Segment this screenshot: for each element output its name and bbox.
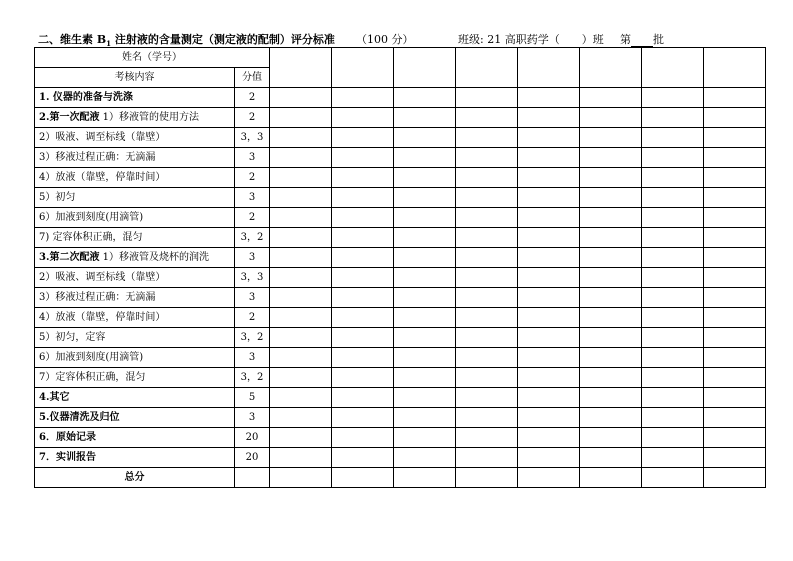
- score-entry-cell[interactable]: [642, 448, 704, 468]
- criteria-score: 3: [235, 248, 270, 268]
- student-name-cell[interactable]: [580, 48, 642, 88]
- score-entry-cell[interactable]: [518, 168, 580, 188]
- score-entry-cell[interactable]: [704, 128, 766, 148]
- score-entry-cell[interactable]: [394, 128, 456, 148]
- criteria-text: 5）初匀，定容: [39, 332, 106, 343]
- criteria-score: 20: [235, 428, 270, 448]
- score-entry-cell[interactable]: [518, 408, 580, 428]
- criteria-item: [35, 328, 235, 348]
- criteria-item: [35, 168, 235, 188]
- score-entry-cell[interactable]: [394, 88, 456, 108]
- total-entry-cell[interactable]: [580, 468, 642, 488]
- score-entry-cell[interactable]: [518, 108, 580, 128]
- score-entry-cell[interactable]: [704, 388, 766, 408]
- score-entry-cell[interactable]: [270, 348, 332, 368]
- score-entry-cell[interactable]: [518, 388, 580, 408]
- score-entry-cell[interactable]: [704, 268, 766, 288]
- criteria-score: 3: [235, 188, 270, 208]
- score-entry-cell[interactable]: [394, 208, 456, 228]
- criteria-item: [35, 368, 235, 388]
- score-entry-cell[interactable]: [704, 288, 766, 308]
- criteria-score: 2: [235, 88, 270, 108]
- score-entry-cell[interactable]: [704, 248, 766, 268]
- class-label: 班级: 21 高职药学（ ）班: [458, 33, 604, 46]
- criteria-row: [35, 368, 766, 388]
- score-entry-cell[interactable]: [456, 408, 518, 428]
- score-entry-cell[interactable]: [270, 148, 332, 168]
- score-entry-cell[interactable]: [518, 208, 580, 228]
- score-entry-cell[interactable]: [456, 288, 518, 308]
- total-points: （100 分）: [356, 33, 414, 46]
- score-entry-cell[interactable]: [704, 368, 766, 388]
- criteria-row: [35, 328, 766, 348]
- criteria-row: [35, 208, 766, 228]
- score-entry-cell[interactable]: [518, 348, 580, 368]
- score-entry-cell[interactable]: [642, 148, 704, 168]
- criteria-item: [35, 148, 235, 168]
- criteria-text: 6）加液到刻度(用滴管): [39, 212, 144, 223]
- score-entry-cell[interactable]: [270, 248, 332, 268]
- criteria-score: 3，3: [235, 268, 270, 288]
- score-entry-cell[interactable]: [518, 268, 580, 288]
- score-entry-cell[interactable]: [394, 348, 456, 368]
- score-entry-cell[interactable]: [332, 268, 394, 288]
- score-entry-cell[interactable]: [518, 428, 580, 448]
- student-name-cell[interactable]: [456, 48, 518, 88]
- score-entry-cell[interactable]: [270, 448, 332, 468]
- score-entry-cell[interactable]: [580, 308, 642, 328]
- score-column-header: 分值: [235, 68, 270, 88]
- score-entry-cell[interactable]: [394, 288, 456, 308]
- score-entry-cell[interactable]: [642, 168, 704, 188]
- criteria-row: [35, 108, 766, 128]
- criteria-item: [35, 88, 235, 108]
- score-entry-cell[interactable]: [642, 428, 704, 448]
- score-entry-cell[interactable]: [518, 368, 580, 388]
- score-entry-cell[interactable]: [704, 328, 766, 348]
- score-entry-cell[interactable]: [580, 448, 642, 468]
- score-entry-cell[interactable]: [394, 168, 456, 188]
- total-entry-cell[interactable]: [518, 468, 580, 488]
- score-entry-cell[interactable]: [270, 288, 332, 308]
- score-entry-cell[interactable]: [456, 188, 518, 208]
- criteria-score: 2: [235, 208, 270, 228]
- score-entry-cell[interactable]: [270, 408, 332, 428]
- score-entry-cell[interactable]: [270, 208, 332, 228]
- criteria-row: [35, 88, 766, 108]
- criteria-score: 3: [235, 148, 270, 168]
- criteria-row: [35, 308, 766, 328]
- criteria-section-label: 1. 仪器的准备与洗涤: [39, 92, 133, 103]
- score-entry-cell[interactable]: [332, 88, 394, 108]
- criteria-score: 3: [235, 348, 270, 368]
- criteria-text: 4）放液（靠壁，停靠时间）: [39, 312, 166, 323]
- criteria-row: [35, 248, 766, 268]
- criteria-section-label: 2.第一次配液: [39, 112, 100, 123]
- score-entry-cell[interactable]: [704, 208, 766, 228]
- criteria-score: 5: [235, 388, 270, 408]
- criteria-row: [35, 228, 766, 248]
- score-entry-cell[interactable]: [456, 208, 518, 228]
- criteria-score: 3: [235, 408, 270, 428]
- criteria-item: [35, 248, 235, 268]
- score-entry-cell[interactable]: [518, 128, 580, 148]
- score-entry-cell[interactable]: [456, 368, 518, 388]
- score-entry-cell[interactable]: [642, 128, 704, 148]
- criteria-score: 3，2: [235, 228, 270, 248]
- score-entry-cell[interactable]: [394, 388, 456, 408]
- score-entry-cell[interactable]: [580, 288, 642, 308]
- score-entry-cell[interactable]: [394, 248, 456, 268]
- score-entry-cell[interactable]: [456, 308, 518, 328]
- criteria-item: [35, 348, 235, 368]
- criteria-item: [35, 408, 235, 428]
- score-entry-cell[interactable]: [580, 168, 642, 188]
- criteria-score: 2: [235, 308, 270, 328]
- criteria-score: 3: [235, 288, 270, 308]
- score-entry-cell[interactable]: [394, 408, 456, 428]
- score-entry-cell[interactable]: [332, 148, 394, 168]
- score-entry-cell[interactable]: [456, 388, 518, 408]
- score-entry-cell[interactable]: [456, 88, 518, 108]
- total-entry-cell[interactable]: [332, 468, 394, 488]
- criteria-text: 3）移液过程正确：无滴漏: [39, 152, 156, 163]
- score-entry-cell[interactable]: [518, 288, 580, 308]
- score-entry-cell[interactable]: [642, 288, 704, 308]
- score-entry-cell[interactable]: [642, 328, 704, 348]
- criteria-row: [35, 348, 766, 368]
- criteria-row: [35, 408, 766, 428]
- criteria-item: [35, 188, 235, 208]
- batch-blank[interactable]: [631, 36, 653, 47]
- criteria-row: [35, 388, 766, 408]
- score-entry-cell[interactable]: [642, 388, 704, 408]
- total-entry-cell[interactable]: [704, 468, 766, 488]
- score-entry-cell[interactable]: [580, 108, 642, 128]
- criteria-row: [35, 168, 766, 188]
- score-entry-cell[interactable]: [704, 348, 766, 368]
- criteria-item: [35, 108, 235, 128]
- student-name-cell[interactable]: [332, 48, 394, 88]
- criteria-item: [35, 448, 235, 468]
- score-entry-cell[interactable]: [518, 88, 580, 108]
- score-entry-cell[interactable]: [704, 108, 766, 128]
- score-entry-cell[interactable]: [332, 428, 394, 448]
- score-entry-cell[interactable]: [704, 188, 766, 208]
- criteria-item: [35, 308, 235, 328]
- score-entry-cell[interactable]: [580, 328, 642, 348]
- criteria-score: 3，2: [235, 368, 270, 388]
- criteria-row: [35, 188, 766, 208]
- criteria-section-label: 6．原始记录: [39, 432, 96, 443]
- criteria-text: 4）放液（靠壁，停靠时间）: [39, 172, 166, 183]
- score-entry-cell[interactable]: [332, 408, 394, 428]
- criteria-section-label: 7．实训报告: [39, 452, 96, 463]
- score-entry-cell[interactable]: [456, 448, 518, 468]
- score-entry-cell[interactable]: [580, 428, 642, 448]
- score-entry-cell[interactable]: [270, 228, 332, 248]
- score-entry-cell[interactable]: [456, 268, 518, 288]
- score-entry-cell[interactable]: [394, 448, 456, 468]
- total-entry-cell[interactable]: [270, 468, 332, 488]
- score-entry-cell[interactable]: [332, 108, 394, 128]
- score-entry-cell[interactable]: [704, 408, 766, 428]
- score-entry-cell[interactable]: [394, 108, 456, 128]
- score-entry-cell[interactable]: [580, 88, 642, 108]
- score-entry-cell[interactable]: [332, 188, 394, 208]
- document-title: 二、维生素 $B_1$ 注射液的含量测定（测定液的配制）评分标准: [38, 33, 335, 49]
- criteria-text: 3）移液过程正确：无滴漏: [39, 292, 156, 303]
- criteria-row: [35, 128, 766, 148]
- score-entry-cell[interactable]: [270, 368, 332, 388]
- criteria-row: [35, 448, 766, 468]
- criteria-text: 1）移液管及烧杯的润洗: [99, 252, 209, 263]
- total-label: 总分: [35, 468, 235, 488]
- total-entry-cell[interactable]: [456, 468, 518, 488]
- score-entry-cell[interactable]: [270, 308, 332, 328]
- score-entry-cell[interactable]: [580, 268, 642, 288]
- score-entry-cell[interactable]: [394, 148, 456, 168]
- criteria-row: [35, 148, 766, 168]
- total-entry-cell[interactable]: [394, 468, 456, 488]
- page-header: [38, 31, 768, 47]
- score-entry-cell[interactable]: [580, 148, 642, 168]
- score-entry-cell[interactable]: [704, 168, 766, 188]
- criteria-item: [35, 428, 235, 448]
- score-entry-cell[interactable]: [704, 88, 766, 108]
- score-entry-cell[interactable]: [394, 428, 456, 448]
- score-entry-cell[interactable]: [518, 448, 580, 468]
- total-row: [35, 468, 766, 488]
- score-entry-cell[interactable]: [394, 308, 456, 328]
- criteria-section-label: 3.第二次配液: [39, 252, 100, 263]
- student-name-cell[interactable]: [270, 48, 332, 88]
- score-entry-cell[interactable]: [704, 148, 766, 168]
- item-column-header: 考核内容: [35, 68, 235, 88]
- score-entry-cell[interactable]: [642, 248, 704, 268]
- criteria-item: [35, 388, 235, 408]
- score-entry-cell[interactable]: [332, 448, 394, 468]
- score-entry-cell[interactable]: [332, 248, 394, 268]
- score-entry-cell[interactable]: [642, 368, 704, 388]
- score-entry-cell[interactable]: [456, 248, 518, 268]
- score-entry-cell[interactable]: [642, 408, 704, 428]
- total-entry-cell[interactable]: [642, 468, 704, 488]
- criteria-item: [35, 268, 235, 288]
- score-entry-cell[interactable]: [580, 348, 642, 368]
- score-entry-cell[interactable]: [704, 228, 766, 248]
- score-entry-cell[interactable]: [580, 228, 642, 248]
- score-entry-cell[interactable]: [270, 168, 332, 188]
- score-entry-cell[interactable]: [332, 208, 394, 228]
- score-entry-cell[interactable]: [642, 208, 704, 228]
- score-entry-cell[interactable]: [270, 268, 332, 288]
- student-name-cell[interactable]: [642, 48, 704, 88]
- score-entry-cell[interactable]: [394, 328, 456, 348]
- criteria-text: 7）定容体积正确，混匀: [39, 372, 146, 383]
- student-name-cell[interactable]: [704, 48, 766, 88]
- score-entry-cell[interactable]: [332, 328, 394, 348]
- score-entry-cell[interactable]: [456, 428, 518, 448]
- score-entry-cell[interactable]: [394, 268, 456, 288]
- score-entry-cell[interactable]: [518, 248, 580, 268]
- score-entry-cell[interactable]: [642, 348, 704, 368]
- score-entry-cell[interactable]: [580, 368, 642, 388]
- criteria-row: [35, 428, 766, 448]
- criteria-score: 2: [235, 168, 270, 188]
- criteria-section-label: 5.仪器清洗及归位: [39, 412, 120, 423]
- score-entry-cell[interactable]: [332, 388, 394, 408]
- score-entry-cell[interactable]: [332, 168, 394, 188]
- score-entry-cell[interactable]: [332, 128, 394, 148]
- score-entry-cell[interactable]: [642, 108, 704, 128]
- score-entry-cell[interactable]: [270, 188, 332, 208]
- score-entry-cell[interactable]: [394, 368, 456, 388]
- criteria-score: 3，2: [235, 328, 270, 348]
- score-entry-cell[interactable]: [332, 368, 394, 388]
- scoring-table: [34, 47, 766, 488]
- score-entry-cell[interactable]: [704, 308, 766, 328]
- score-entry-cell[interactable]: [332, 308, 394, 328]
- criteria-text: 7) 定容体积正确，混匀: [39, 232, 143, 243]
- criteria-item: [35, 228, 235, 248]
- score-entry-cell[interactable]: [704, 428, 766, 448]
- score-entry-cell[interactable]: [456, 348, 518, 368]
- criteria-section-label: 4.其它: [39, 392, 70, 403]
- score-entry-cell[interactable]: [580, 408, 642, 428]
- criteria-score: 20: [235, 448, 270, 468]
- score-entry-cell[interactable]: [704, 448, 766, 468]
- score-entry-cell[interactable]: [270, 88, 332, 108]
- criteria-text: 6）加液到刻度(用滴管): [39, 352, 144, 363]
- score-entry-cell[interactable]: [518, 328, 580, 348]
- score-entry-cell[interactable]: [394, 188, 456, 208]
- score-entry-cell[interactable]: [580, 248, 642, 268]
- name-header-row: [35, 48, 766, 68]
- score-entry-cell[interactable]: [270, 328, 332, 348]
- criteria-score: 3，3: [235, 128, 270, 148]
- score-entry-cell[interactable]: [270, 388, 332, 408]
- criteria-row: [35, 268, 766, 288]
- criteria-item: [35, 128, 235, 148]
- batch-label: 第 批: [620, 33, 664, 46]
- score-entry-cell[interactable]: [394, 228, 456, 248]
- criteria-text: 2）吸液、调至标线（靠壁）: [39, 272, 166, 283]
- criteria-text: 5）初匀: [39, 192, 76, 203]
- score-entry-cell[interactable]: [270, 108, 332, 128]
- score-entry-cell[interactable]: [580, 388, 642, 408]
- score-entry-cell[interactable]: [518, 228, 580, 248]
- student-name-cell[interactable]: [518, 48, 580, 88]
- score-entry-cell[interactable]: [332, 348, 394, 368]
- criteria-item: [35, 288, 235, 308]
- score-entry-cell[interactable]: [642, 308, 704, 328]
- score-entry-cell[interactable]: [518, 148, 580, 168]
- criteria-text: 2）吸液、调至标线（靠壁）: [39, 132, 166, 143]
- criteria-text: 1）移液管的使用方法: [99, 112, 199, 123]
- score-entry-cell[interactable]: [332, 288, 394, 308]
- name-header: 姓名（学号）: [35, 48, 270, 68]
- score-entry-cell[interactable]: [580, 188, 642, 208]
- score-entry-cell[interactable]: [580, 128, 642, 148]
- score-entry-cell[interactable]: [580, 208, 642, 228]
- criteria-score: 2: [235, 108, 270, 128]
- score-entry-cell[interactable]: [270, 428, 332, 448]
- score-entry-cell[interactable]: [456, 128, 518, 148]
- total-score-blank: [235, 468, 270, 488]
- score-entry-cell[interactable]: [642, 88, 704, 108]
- score-entry-cell[interactable]: [456, 228, 518, 248]
- score-entry-cell[interactable]: [332, 228, 394, 248]
- score-entry-cell[interactable]: [642, 268, 704, 288]
- score-entry-cell[interactable]: [456, 108, 518, 128]
- score-entry-cell[interactable]: [270, 128, 332, 148]
- score-entry-cell[interactable]: [518, 308, 580, 328]
- score-entry-cell[interactable]: [456, 168, 518, 188]
- student-name-cell[interactable]: [394, 48, 456, 88]
- score-entry-cell[interactable]: [456, 148, 518, 168]
- score-entry-cell[interactable]: [642, 188, 704, 208]
- score-entry-cell[interactable]: [642, 228, 704, 248]
- score-entry-cell[interactable]: [456, 328, 518, 348]
- score-entry-cell[interactable]: [518, 188, 580, 208]
- criteria-item: [35, 208, 235, 228]
- criteria-row: [35, 288, 766, 308]
